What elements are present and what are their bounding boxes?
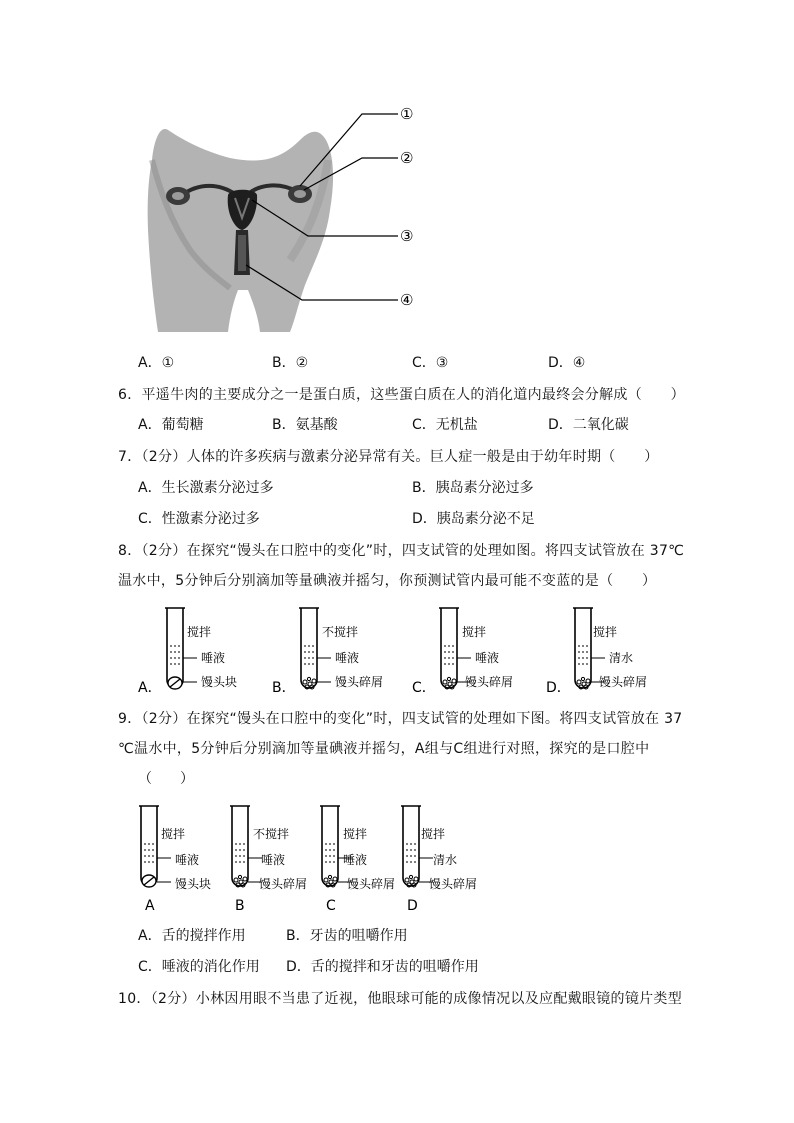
q7-option-b[interactable]: B．胰岛素分泌过多 — [412, 480, 534, 496]
q9-tube-b-top: 不搅拌 — [253, 827, 290, 841]
q9-tube-d-mid: 清水 — [433, 853, 458, 867]
q9-tube-a-bottom: 馒头块 — [175, 877, 212, 891]
reproductive-system-figure — [130, 100, 430, 335]
q9-tube-d-letter[interactable]: D — [407, 898, 418, 914]
q8-stem-line1: 8．（2分）在探究“馒头在口腔中的变化”时，四支试管的处理如图。将四支试管放在 37℃ — [118, 543, 685, 559]
q9-stem-line2: ℃温水中，5分钟后分别滴加等量碘液并摇匀，A组与C组进行对照，探究的是口腔中 — [118, 741, 650, 757]
q9-option-a[interactable]: A．舌的搅拌作用 — [138, 928, 246, 944]
q6-option-a[interactable]: A．葡萄糖 — [138, 417, 204, 433]
q9-option-b[interactable]: B．牙齿的咀嚼作用 — [286, 928, 408, 944]
q8-tube-a-bottom: 馒头块 — [201, 675, 238, 689]
q8-tube-c-mid: 唾液 — [475, 651, 500, 665]
q8-tube-a-mid: 唾液 — [201, 651, 226, 665]
q6-option-d[interactable]: D．二氧化碳 — [548, 417, 629, 433]
q8-tube-c-top: 搅拌 — [462, 625, 487, 639]
q7-option-a[interactable]: A．生长激素分泌过多 — [138, 480, 274, 496]
label-1: ① — [400, 105, 414, 123]
label-3: ③ — [400, 227, 414, 245]
q8-tube-b-top: 不搅拌 — [322, 625, 359, 639]
q8-tube-b-mid: 唾液 — [335, 651, 360, 665]
q9-tube-d-bottom: 馒头碎屑 — [429, 877, 478, 891]
q8-tube-a-top: 搅拌 — [187, 625, 212, 639]
q9-tube-a-mid: 唾液 — [175, 853, 200, 867]
q9-option-d[interactable]: D．舌的搅拌和牙齿的咀嚼作用 — [286, 959, 479, 975]
q8-tube-c-bottom: 馒头碎屑 — [465, 675, 514, 689]
label-2: ② — [400, 149, 414, 167]
q6-option-c[interactable]: C．无机盐 — [412, 417, 478, 433]
label-4: ④ — [400, 291, 414, 309]
q6-stem: 6．平遥牛肉的主要成分之一是蛋白质，这些蛋白质在人的消化道内最终会分解成（ ） — [118, 387, 685, 403]
q8-tube-a-letter[interactable]: A． — [138, 680, 162, 696]
q8-stem-line2: 温水中，5分钟后分别滴加等量碘液并摇匀，你预测试管内最可能不变蓝的是（ ） — [118, 573, 657, 589]
q7-stem: 7．（2分）人体的许多疾病与激素分泌异常有关。巨人症一般是由于幼年时期（ ） — [118, 449, 659, 465]
q9-test-tubes-figure — [135, 800, 495, 918]
q7-option-c[interactable]: C．性激素分泌过多 — [138, 511, 260, 527]
q8-tube-d-bottom: 馒头碎屑 — [599, 675, 648, 689]
q9-tube-b-mid: 唾液 — [261, 853, 286, 867]
q8-tube-d-letter[interactable]: D． — [546, 680, 571, 696]
q8-tube-b-bottom: 馒头碎屑 — [335, 675, 384, 689]
q8-tube-b-letter[interactable]: B． — [272, 680, 296, 696]
q9-option-c[interactable]: C．唾液的消化作用 — [138, 959, 260, 975]
q8-tube-d-top: 搅拌 — [593, 625, 618, 639]
q9-tube-c-top: 搅拌 — [343, 827, 368, 841]
q5-option-b[interactable]: B．② — [272, 355, 309, 371]
q5-option-a[interactable]: A．① — [138, 355, 175, 371]
q9-tube-a-top: 搅拌 — [161, 827, 186, 841]
q9-tube-d-top: 搅拌 — [421, 827, 446, 841]
q9-stem-line1: 9．（2分）在探究“馒头在口腔中的变化”时，四支试管的处理如下图。将四支试管放在 37 — [118, 711, 683, 727]
q8-tube-c-letter[interactable]: C． — [412, 680, 436, 696]
q7-option-d[interactable]: D．胰岛素分泌不足 — [412, 511, 535, 527]
q6-option-b[interactable]: B．氨基酸 — [272, 417, 338, 433]
q5-option-c[interactable]: C．③ — [412, 355, 449, 371]
q5-option-d[interactable]: D．④ — [548, 355, 586, 371]
q9-tube-c-bottom: 馒头碎屑 — [347, 877, 396, 891]
q9-tube-a-letter[interactable]: A — [145, 898, 155, 914]
q8-tube-d-mid: 清水 — [609, 651, 634, 665]
q9-tube-c-mid: 唾液 — [343, 853, 368, 867]
q9-tube-c-letter[interactable]: C — [326, 898, 336, 914]
q9-stem-line3: （ ） — [138, 771, 194, 787]
q9-tube-b-letter[interactable]: B — [235, 898, 245, 914]
q9-tube-b-bottom: 馒头碎屑 — [259, 877, 308, 891]
q10-stem: 10．（2分）小林因用眼不当患了近视，他眼球可能的成像情况以及应配戴眼镜的镜片类型 — [118, 991, 683, 1007]
q8-test-tubes-figure — [135, 600, 665, 700]
